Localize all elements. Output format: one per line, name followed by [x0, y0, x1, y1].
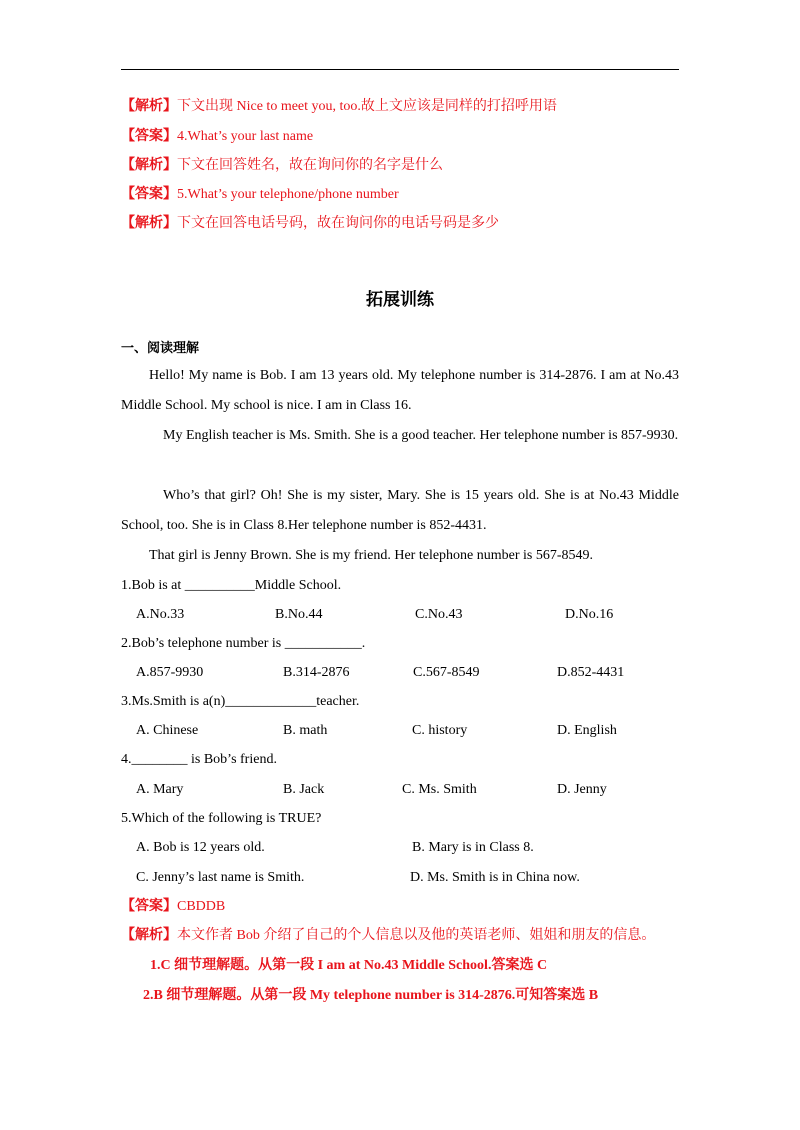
question-1-option-b: B.No.44 — [275, 607, 323, 622]
question-2-stem: 2.Bob’s telephone number is ___________. — [121, 636, 366, 651]
question-2-option-b: B.314-2876 — [283, 665, 350, 680]
analysis-line: 【解析】下文出现 Nice to meet you, too.故上文应该是同样的打招呼用语 — [121, 99, 557, 114]
passage-paragraph-4: That girl is Jenny Brown. She is my friend. Her telephone number is 567-8549. — [149, 548, 594, 563]
passage-paragraph-2: My English teacher is Ms. Smith. She is a good teacher. Her telephone number is 857-9930. — [163, 428, 679, 443]
detail-explanation-2: 2.B 细节理解题。从第一段 My telephone number is 314-2876.可知答案选 B — [143, 988, 599, 1003]
question-3-stem: 3.Ms.Smith is a(n)_____________teacher. — [121, 694, 360, 709]
answer-key: 【答案】CBDDB — [121, 899, 226, 914]
question-4-stem: 4.________ is Bob’s friend. — [121, 752, 277, 767]
analysis-line: 【解析】下文在回答姓名，故在询问你的名字是什么 — [121, 158, 443, 173]
detail-explanation-1: 1.C 细节理解题。从第一段 I am at No.43 Middle School.答案选 C — [150, 958, 548, 973]
question-3-option-d: D. English — [557, 723, 617, 738]
question-5-option-b: B. Mary is in Class 8. — [412, 840, 534, 855]
question-4-option-b: B. Jack — [283, 782, 325, 797]
question-5-stem: 5.Which of the following is TRUE? — [121, 811, 322, 826]
question-1-option-a: A.No.33 — [136, 607, 185, 622]
question-5-option-c: C. Jenny’s last name is Smith. — [136, 870, 305, 885]
question-1-stem: 1.Bob is at __________Middle School. — [121, 578, 342, 593]
analysis-line: 【解析】下文在回答电话号码，故在询问你的电话号码是多少 — [121, 216, 499, 231]
question-3-option-a: A. Chinese — [136, 723, 199, 738]
question-2-option-d: D.852-4431 — [557, 665, 625, 680]
question-1-option-c: C.No.43 — [415, 607, 463, 622]
question-3-option-c: C. history — [412, 723, 468, 738]
question-5-option-d: D. Ms. Smith is in China now. — [410, 870, 580, 885]
question-2-option-c: C.567-8549 — [413, 665, 480, 680]
passage-paragraph-3: Who’s that girl? Oh! She is my sister, Mary. She is 15 years old. She is at No.43 Middle School, too. She is in Class 8.Her telephone number is 852-4431. — [121, 488, 679, 533]
question-4-option-c: C. Ms. Smith — [402, 782, 477, 797]
passage-paragraph-1: Hello! My name is Bob. I am 13 years old. My telephone number is 314-2876. I am at No.43 Middle School. My school is nice. I am in Class 16. — [121, 368, 679, 413]
question-4-option-d: D. Jenny — [557, 782, 607, 797]
question-1-option-d: D.No.16 — [565, 607, 614, 622]
question-4-option-a: A. Mary — [136, 782, 184, 797]
section-heading: 一、阅读理解 — [121, 341, 200, 356]
question-3-option-b: B. math — [283, 723, 328, 738]
question-5-option-a: A. Bob is 12 years old. — [136, 840, 265, 855]
analysis-summary: 【解析】本文作者 Bob 介绍了自己的个人信息以及他的英语老师、姐姐和朋友的信息。 — [121, 928, 656, 943]
header-rule — [121, 69, 679, 70]
question-2-option-a: A.857-9930 — [136, 665, 204, 680]
answer-line: 【答案】4.What’s your last name — [121, 129, 314, 144]
page-title: 拓展训练 — [366, 290, 434, 310]
answer-line: 【答案】5.What’s your telephone/phone number — [121, 187, 399, 202]
